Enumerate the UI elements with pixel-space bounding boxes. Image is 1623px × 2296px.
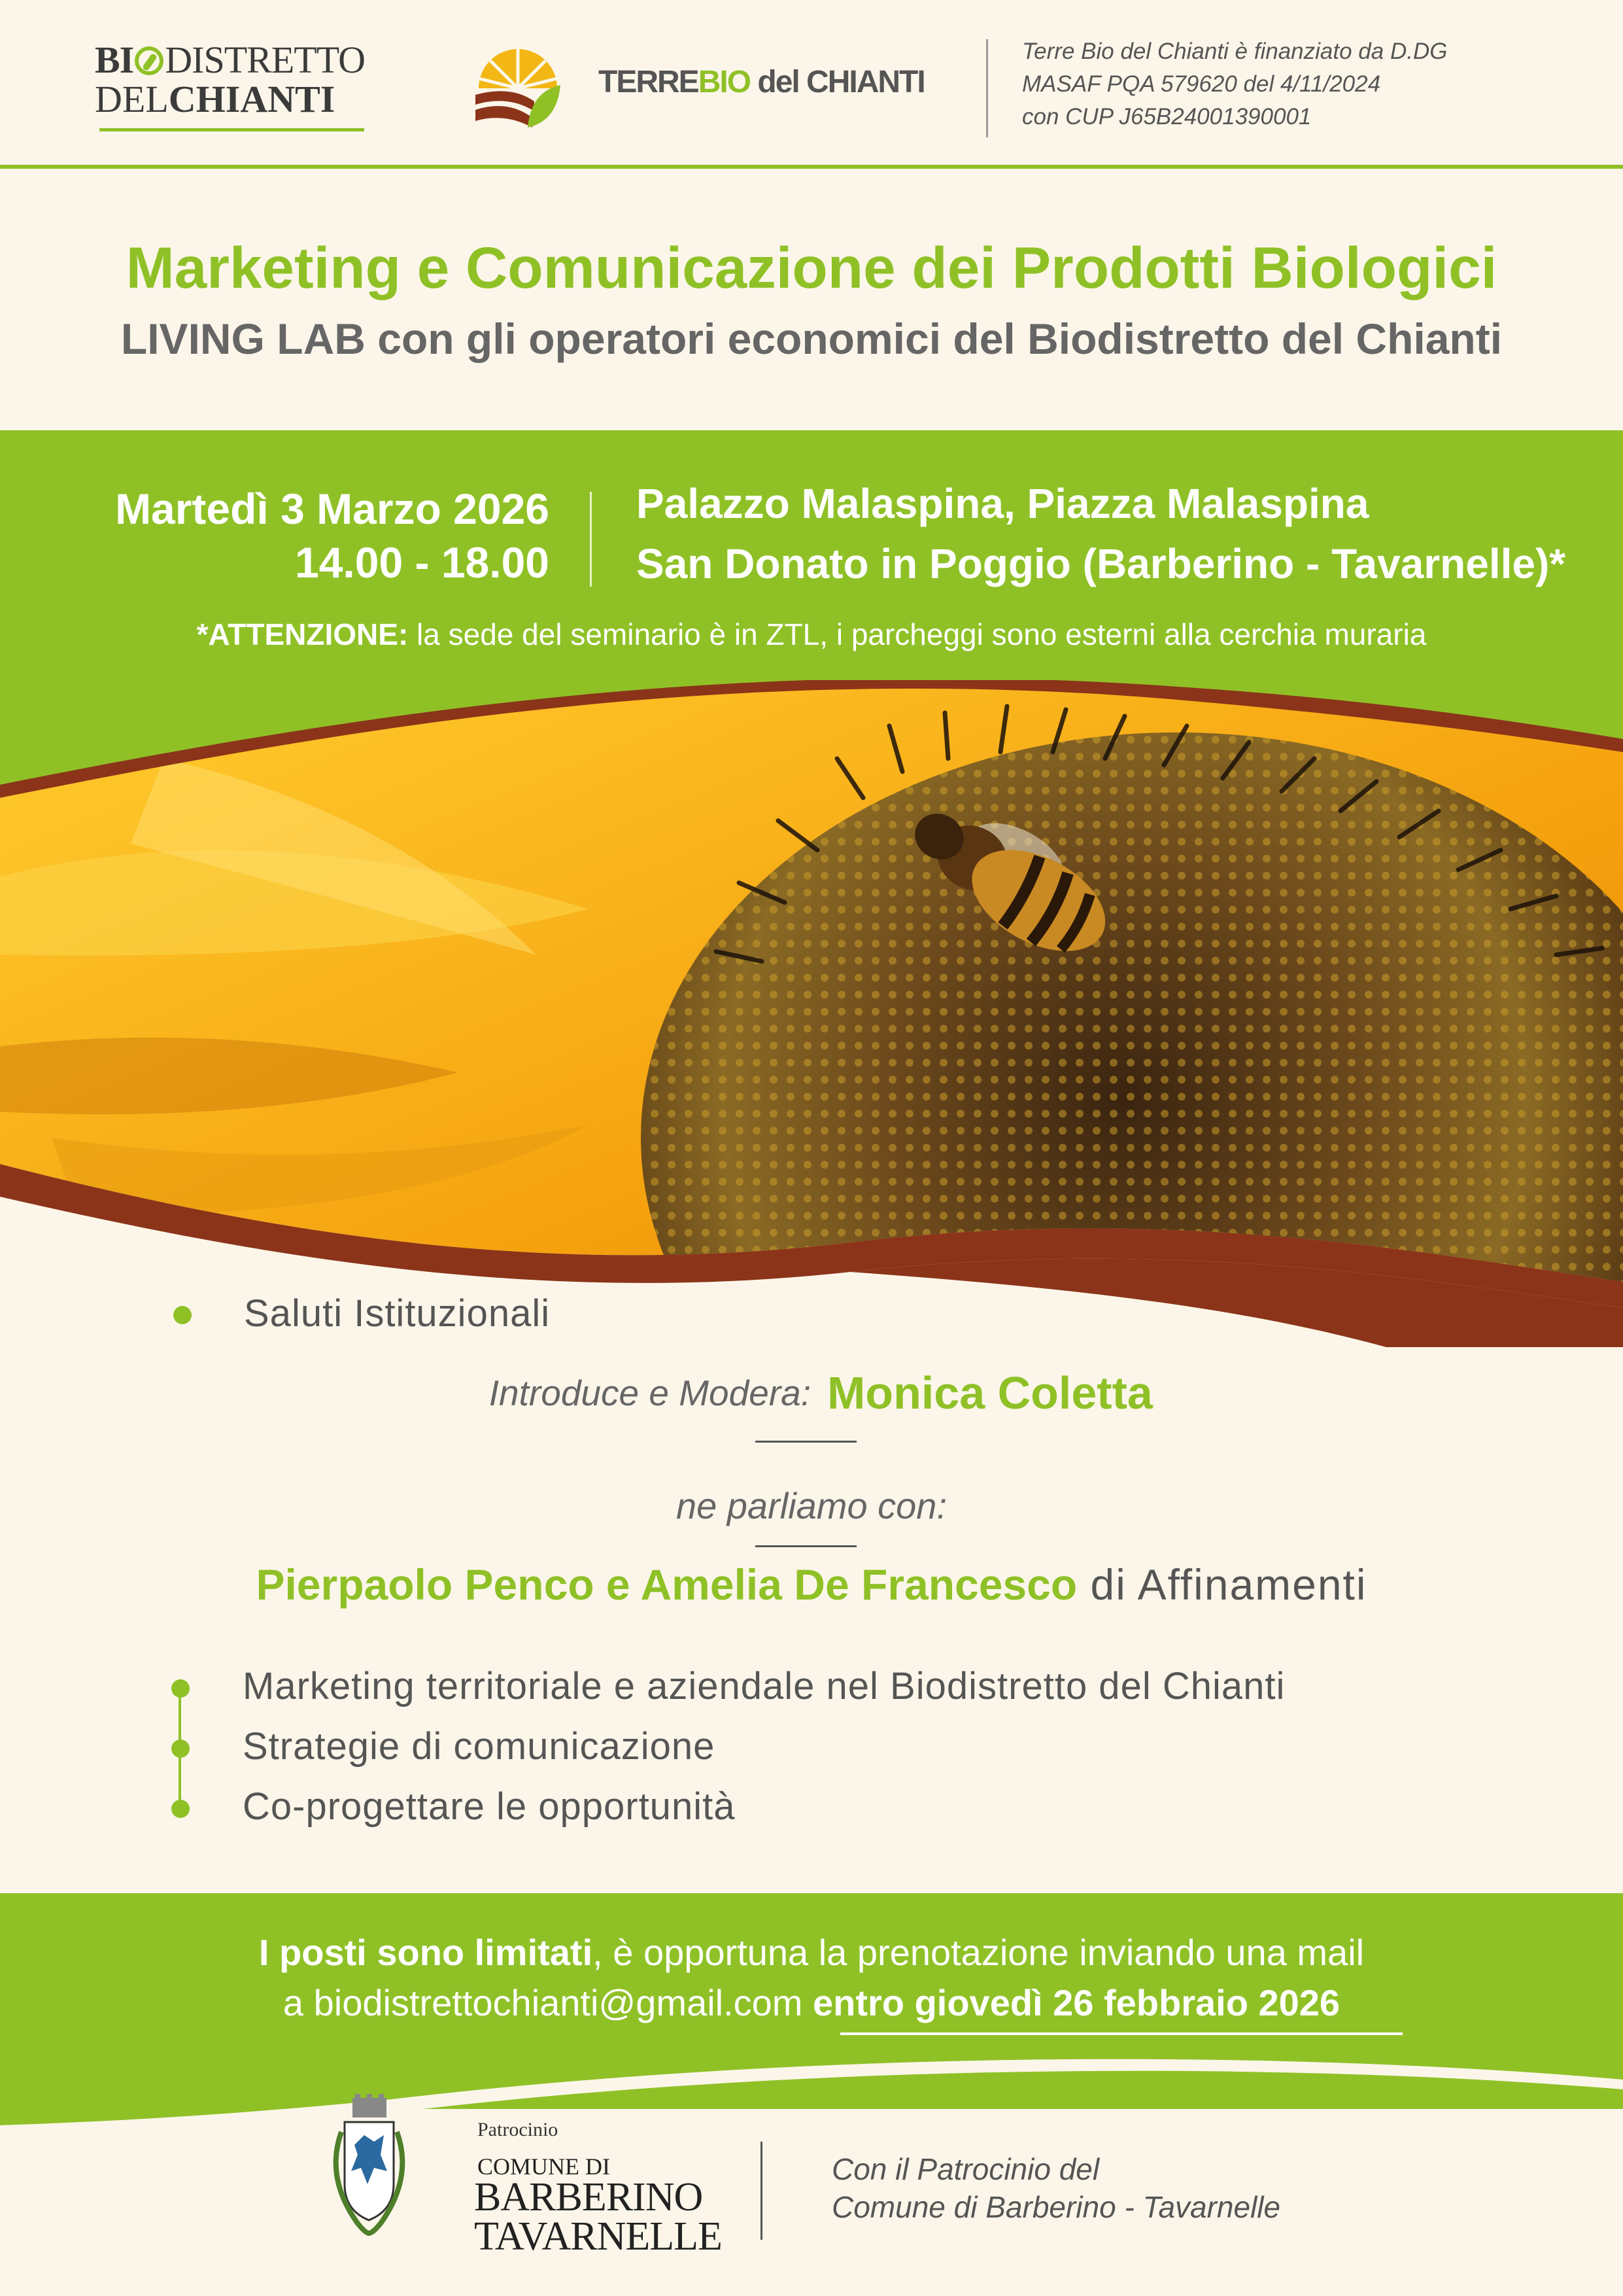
speaker-names: Pierpaolo Penco e Amelia De Francesco (256, 1560, 1078, 1609)
sunflower-bee-image (0, 680, 1623, 1347)
short-divider (755, 1545, 857, 1547)
deadline-underline (840, 2032, 1403, 2035)
funding-note (1022, 35, 1597, 133)
logo-text: CHIANTI (168, 78, 335, 120)
header-divider (986, 39, 988, 137)
bullet-dot (171, 1800, 190, 1818)
footer-divider (760, 2142, 762, 2240)
patronage-line1: Con il Patrocinio del (832, 2152, 1100, 2186)
comune-name-line2: TAVARNELLE (474, 2214, 722, 2259)
terrebio-logo-text (598, 64, 925, 100)
attention-note (0, 617, 1623, 652)
topic-item: Marketing territoriale e aziendale nel Biodistretto del Chianti (243, 1665, 1286, 1707)
event-location: San Donato in Poggio (Barberino - Tavarnelle)* (636, 540, 1566, 587)
logo-text: del CHIANTI (750, 65, 925, 99)
event-date: Martedì 3 Marzo 2026 (115, 485, 549, 533)
logo-underline (99, 128, 364, 131)
page-title: Marketing e Comunicazione dei Prodotti Biologici (126, 235, 1497, 300)
funding-line: Terre Bio del Chianti è finanziato da D.DG (1022, 39, 1448, 64)
comune-name-line1: BARBERINO (474, 2175, 703, 2219)
logo-text: TERRE (598, 65, 698, 99)
event-time: 14.00 - 18.00 (295, 538, 549, 587)
moderator-label: Introduce e Modera: (488, 1373, 811, 1413)
booking-line1 (0, 1931, 1623, 1974)
bullet-dot (171, 1679, 190, 1698)
logo-text: BI (95, 39, 134, 81)
moderator-name: Monica Coletta (827, 1367, 1153, 1418)
funding-line: con CUP J65B24001390001 (1022, 104, 1312, 129)
funding-line: MASAF PQA 579620 del 4/11/2024 (1022, 71, 1381, 97)
patrocinio-label: Patrocinio (477, 2119, 558, 2140)
bullet-dot (171, 1739, 190, 1758)
speakers-label: ne parliamo con: (675, 1485, 947, 1526)
attention-text: la sede del seminario è in ZTL, i parcheggi sono esterni alla cerchia muraria (408, 617, 1427, 651)
attention-label: *ATTENZIONE: (196, 617, 409, 651)
footer-wave (0, 2053, 1623, 2132)
logo-text: DEL (95, 78, 169, 120)
page-subtitle: LIVING LAB con gli operatori economici del Biodistretto del Chianti (120, 315, 1503, 363)
terrebio-sun-icon (472, 39, 564, 131)
booking-email[interactable]: a biodistrettochianti@gmail.com (282, 1982, 813, 2023)
info-divider (590, 492, 592, 587)
logo-text: DISTRETTO (165, 39, 365, 81)
booking-line2 (0, 1981, 1623, 2024)
logo-text: BIO (698, 65, 751, 99)
comune-crest-icon (318, 2093, 420, 2250)
speakers-line (0, 1560, 1623, 1609)
leaf-o-icon (135, 46, 163, 75)
header-rule (0, 165, 1623, 169)
booking-highlight: I posti sono limitati (258, 1932, 593, 1973)
speaker-org: di Affinamenti (1077, 1560, 1367, 1609)
biodistretto-logo (95, 41, 369, 139)
greeting-item: Saluti Istituzionali (244, 1292, 551, 1335)
comune-di-label: COMUNE DI (477, 2153, 610, 2180)
bullet-dot (173, 1306, 192, 1324)
patronage-line2: Comune di Barberino - Tavarnelle (832, 2190, 1281, 2224)
booking-text: , è opportuna la prenotazione inviando una mail (592, 1932, 1365, 1973)
short-divider (755, 1441, 857, 1443)
booking-deadline: entro giovedì 26 febbraio 2026 (813, 1982, 1341, 2023)
event-venue: Palazzo Malaspina, Piazza Malaspina (636, 480, 1369, 527)
topic-item: Co-progettare le opportunità (243, 1785, 736, 1828)
topic-item: Strategie di comunicazione (243, 1725, 715, 1768)
